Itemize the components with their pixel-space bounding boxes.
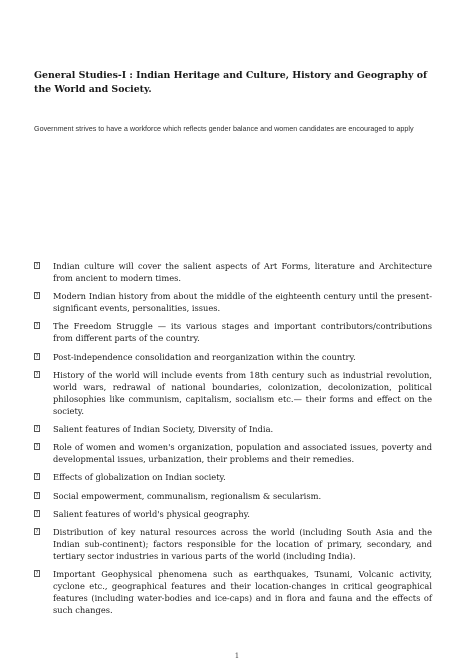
- missing-glyph-box-icon: ?: [35, 425, 39, 432]
- missing-glyph-box-icon: ?: [35, 263, 39, 269]
- gender-balance-notice: Government strives to have a workforce which reflects gender balance and women candidates are encouraged to apply: [34, 124, 414, 133]
- list-item: [34, 568, 432, 616]
- list-item: [34, 320, 432, 344]
- list-item: [34, 508, 432, 520]
- missing-glyph-box-icon: ?: [35, 492, 39, 499]
- list-item: [34, 369, 432, 417]
- page-title: General Studies-I : Indian Heritage and Culture, History and Geography of the World and Society.: [34, 70, 428, 95]
- list-item: [34, 471, 432, 483]
- list-item: [34, 490, 432, 502]
- list-item-text: Effects of globalization on Indian society.: [53, 472, 226, 483]
- list-item-text: Role of women and women's organization, population and associated issues, poverty and developmental issues, urbanization, their problems and their remedies.: [53, 442, 432, 465]
- missing-glyph-box-icon: ?: [35, 353, 39, 360]
- list-item: [34, 441, 432, 465]
- list-item-text: Social empowerment, communalism, regionalism & secularism.: [53, 490, 322, 501]
- list-item-text: Salient features of Indian Society, Diversity of India.: [53, 423, 274, 434]
- list-item-text: History of the world will include events from 18th century such as industrial revolution, world wars, redrawal of national boundaries, colonization, decolonization, political philosophies like communism, capitalism, socialism etc.— their forms and effect on the society.: [53, 369, 432, 416]
- missing-glyph-box-icon: ?: [35, 510, 39, 517]
- list-item: [34, 290, 432, 314]
- page-number: 1: [234, 652, 240, 660]
- list-item-text: The Freedom Struggle — its various stages and important contributors/contributions from different parts of the country.: [53, 321, 432, 344]
- missing-glyph-box-icon: ?: [35, 371, 39, 378]
- missing-glyph-box-icon: ?: [35, 528, 39, 535]
- list-item-text: Modern Indian history from about the middle of the eighteenth century until the present-significant events, personalities, issues.: [53, 291, 432, 314]
- list-item: [34, 351, 432, 363]
- list-item: [34, 423, 432, 435]
- list-item-text: Indian culture will cover the salient aspects of Art Forms, literature and Architecture from ancient to modern times.: [53, 261, 432, 283]
- missing-glyph-box-icon: ?: [35, 293, 39, 300]
- list-item-text: Salient features of world's physical geography.: [53, 508, 250, 519]
- missing-glyph-box-icon: ?: [35, 474, 39, 481]
- missing-glyph-box-icon: ?: [35, 444, 39, 451]
- syllabus-bullet-list: [34, 260, 432, 622]
- list-item-text: Important Geophysical phenomena such as earthquakes, Tsunami, Volcanic activity, cyclone etc., geographical features and their location-changes in critical geographical features (including water-bodies and ice-caps) and in flora and fauna and the effects of such changes.: [53, 569, 432, 616]
- list-item-text: Distribution of key natural resources across the world (including South Asia and the Indian sub-continent); factors responsible for the location of primary, secondary, and tertiary sector industries in various parts of the world (including India).: [53, 526, 432, 561]
- list-item-text: Post-independence consolidation and reorganization within the country.: [53, 351, 356, 362]
- missing-glyph-box-icon: ?: [35, 323, 39, 330]
- list-item: [34, 260, 432, 284]
- missing-glyph-box-icon: ?: [35, 571, 39, 578]
- list-item: [34, 526, 432, 562]
